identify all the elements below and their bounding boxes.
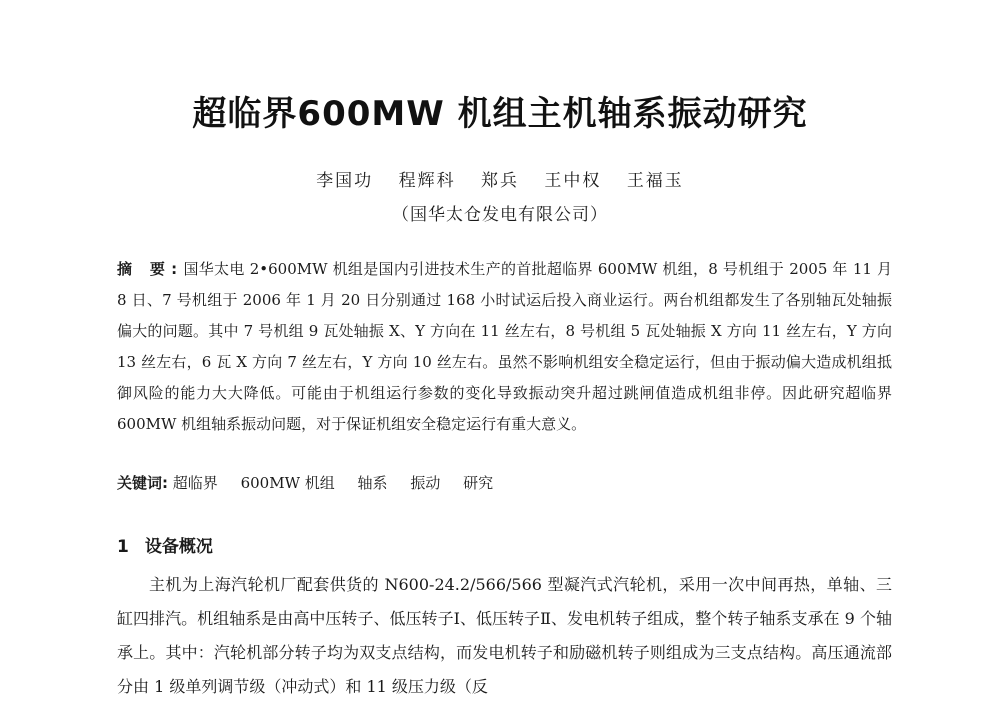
section-number: 1	[117, 537, 129, 557]
keyword: 轴系	[357, 474, 388, 492]
paper-title: 超临界600MW 机组主机轴系振动研究	[192, 94, 808, 134]
keyword: 研究	[463, 474, 494, 492]
author-list	[0, 166, 1000, 191]
keywords-label: 关键词:	[117, 474, 168, 492]
keyword: 振动	[410, 474, 441, 492]
author-name: 王中权	[544, 171, 602, 191]
abstract	[117, 254, 892, 440]
keyword: 超临界	[172, 474, 218, 492]
section-heading	[117, 532, 213, 557]
keywords	[117, 472, 511, 493]
affiliation: （国华太仓发电有限公司）	[392, 205, 608, 225]
section-body	[117, 568, 892, 704]
author-name: 程辉科	[398, 171, 456, 191]
keyword: 600MW 机组	[240, 474, 335, 492]
author-name: 郑兵	[481, 171, 519, 191]
abstract-text: 国华太电 2•600MW 机组是国内引进技术生产的首批超临界 600MW 机组，8 号机组于 2005 年 11 月 8 日、7 号机组于 2006 年 1 月 20 日分别通过 168 小时试运后投入商业运行。两台机组都发生了各别轴瓦处轴振偏大的问题。其中 7 号机组 9 瓦处轴振 X、Y 方向在 11 丝左右，8 号机组 5 瓦处轴振 X 方向 11 丝左右，Y 方向 13 丝左右，6 瓦 X 方向 7 丝左右，Y 方向 10 丝左右。虽然不影响机组安全稳定运行，但由于振动偏大造成机组抵御风险的能力大大降低。可能由于机组运行参数的变化导致振动突升超过跳闸值造成机组非停。因此研究超临界 600MW 机组轴系振动问题，对于保证机组安全稳定运行有重大意义。	[117, 260, 892, 433]
author-name: 王福玉	[626, 171, 684, 191]
body-paragraph: 主机为上海汽轮机厂配套供货的 N600-24.2/566/566 型凝汽式汽轮机，采用一次中间再热，单轴、三缸四排汽。机组轴系是由高中压转子、低压转子Ⅰ、低压转子Ⅱ、发电机转子组成，整个转子轴系支承在 9 个轴承上。其中：汽轮机部分转子均为双支点结构，而发电机转子和励磁机转子则组成为三支点结构。高压通流部分由 1 级单列调节级（冲动式）和 11 级压力级（反	[117, 575, 892, 696]
author-name: 李国功	[316, 171, 374, 191]
section-title: 设备概况	[144, 537, 213, 557]
abstract-label: 摘 要:	[117, 260, 184, 278]
